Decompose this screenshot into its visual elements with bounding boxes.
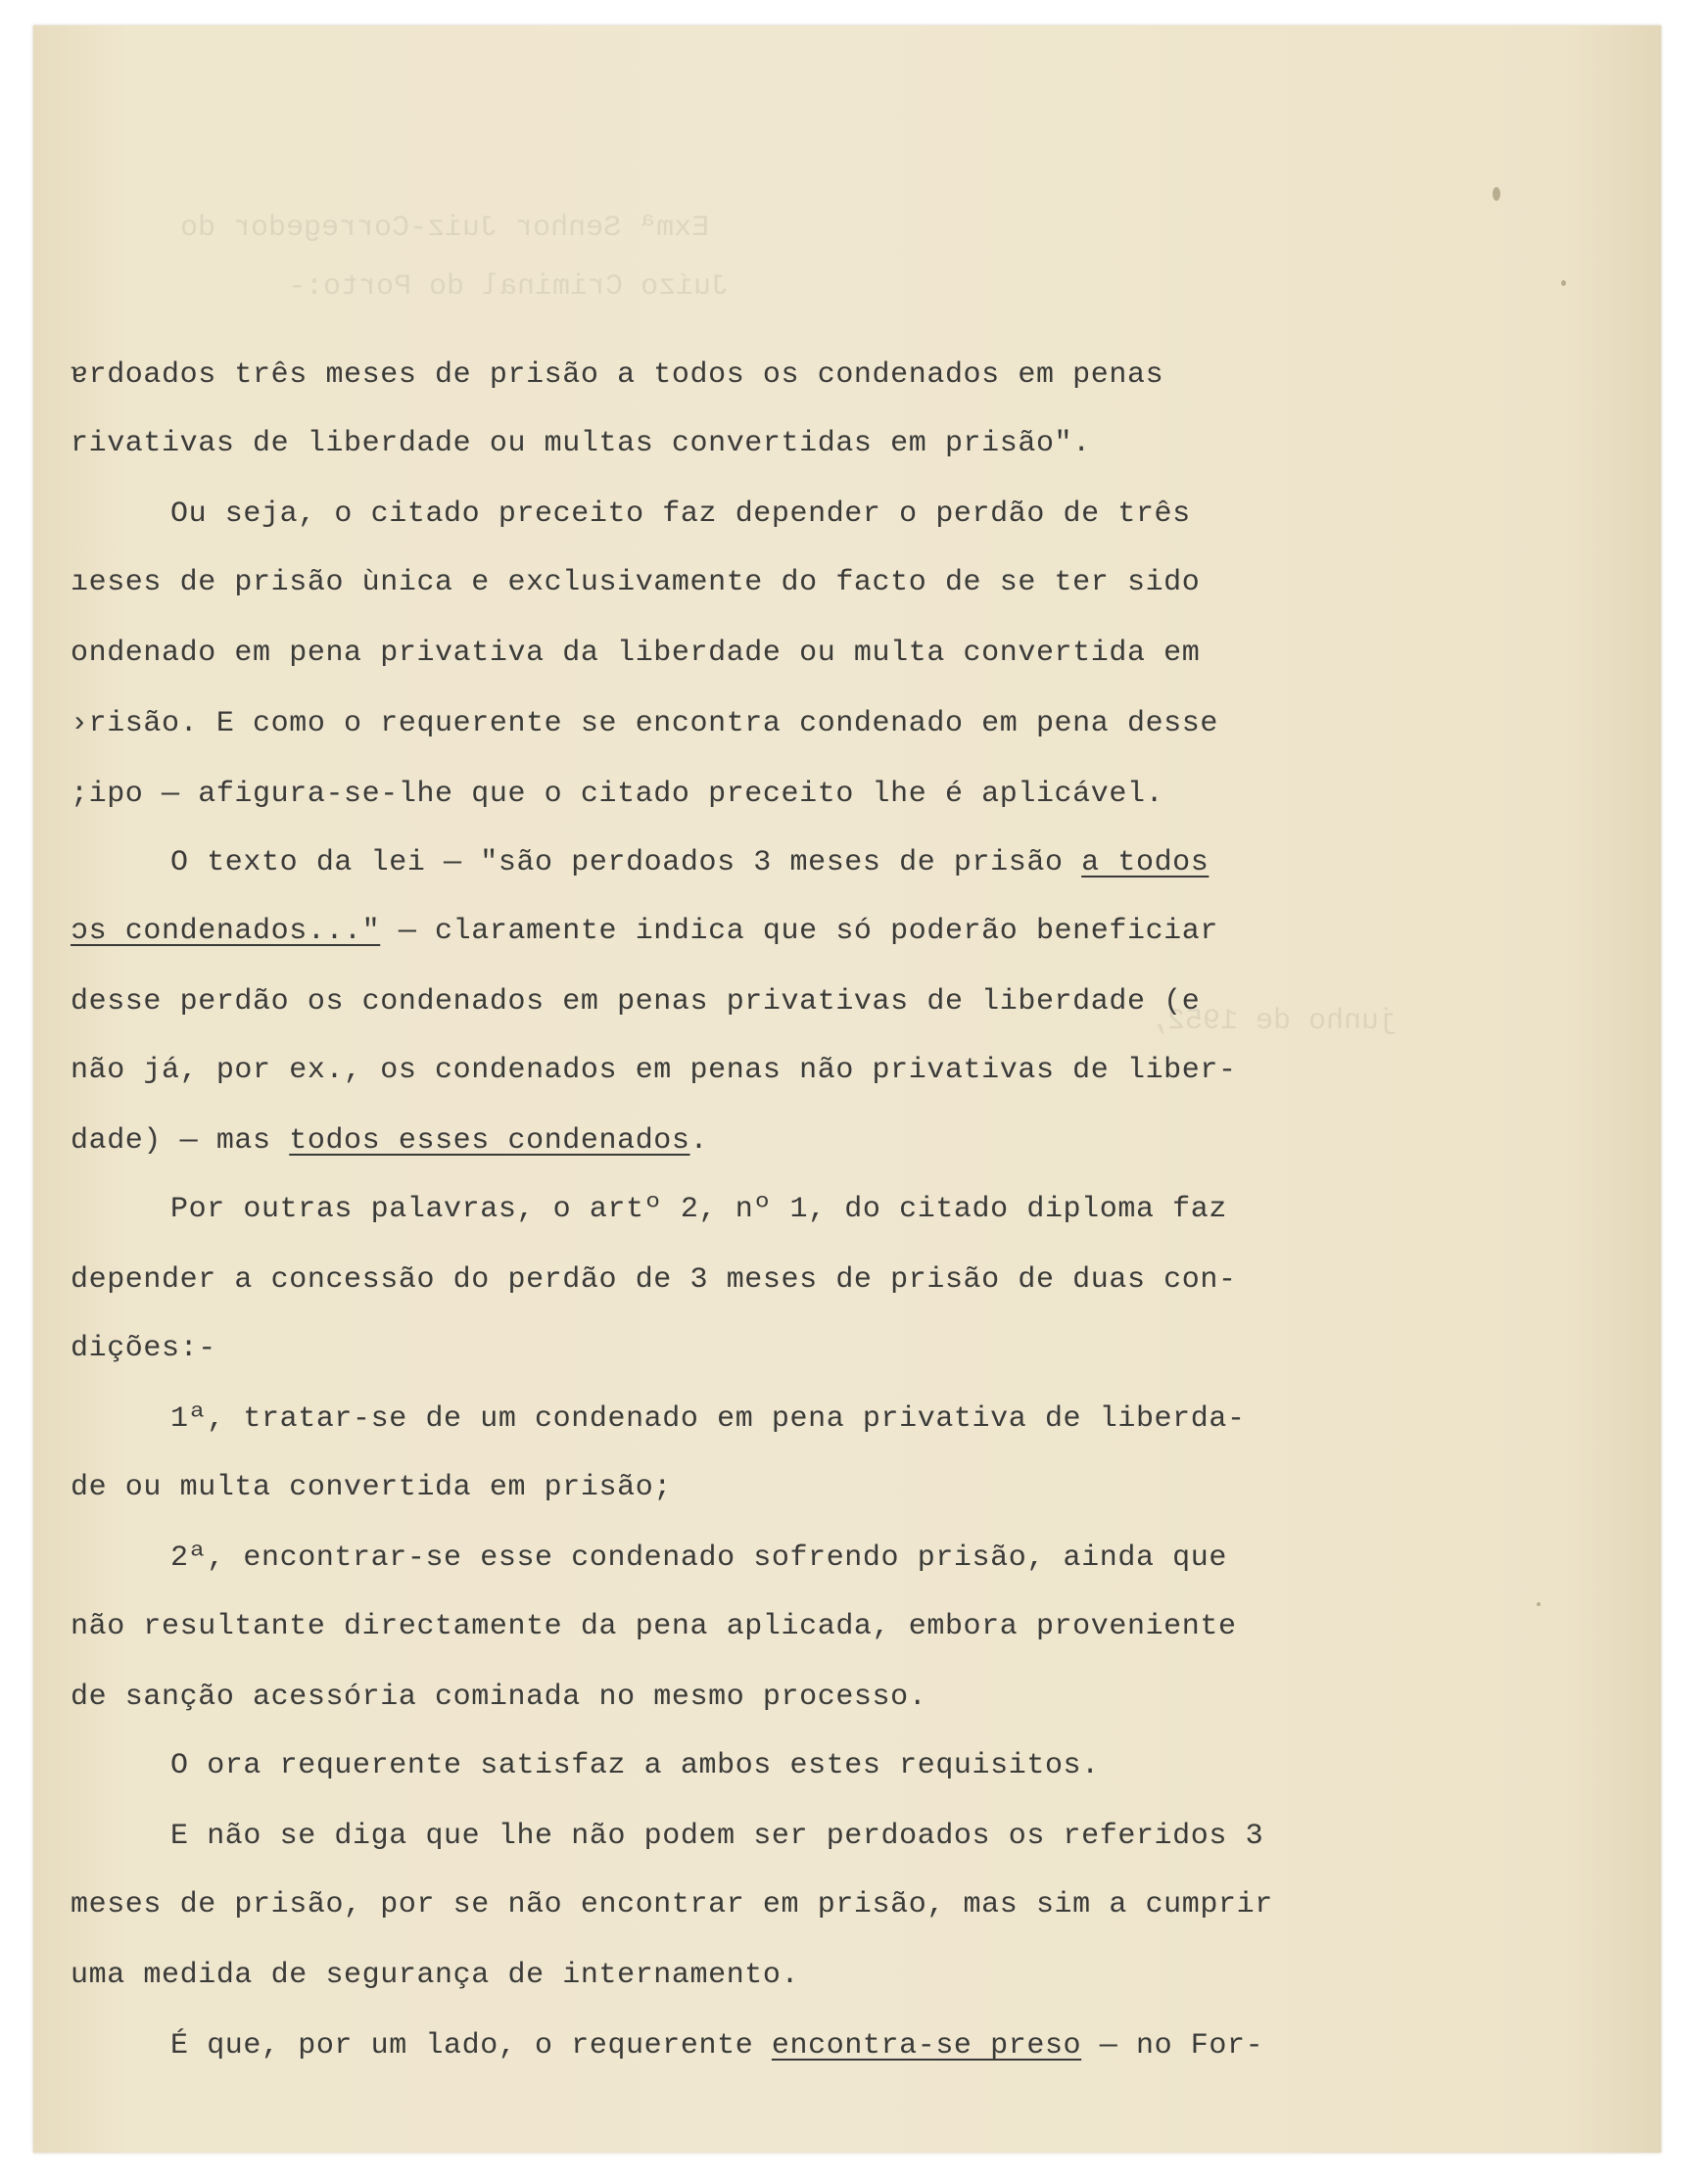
text-line: 2ª, encontrar-se esse condenado sofrendo prisão, ainda que (170, 1542, 1227, 1575)
text-segment: — claramente indica que só poderão beneficiar (380, 915, 1218, 948)
text-segment: dade) — mas (71, 1124, 290, 1158)
text-line: não resultante directamente da pena aplicada, embora proveniente (71, 1610, 1237, 1643)
text-line: O ora requerente satisfaz a ambos estes requisitos. (170, 1749, 1100, 1782)
text-line: 1ª, tratar-se de um condenado em pena privativa de liberda- (170, 1402, 1246, 1436)
underlined-phrase: encontra-se preso (771, 2029, 1082, 2063)
text-segment: É que, por um lado, o requerente (170, 2029, 772, 2063)
text-line: ;ipo — afigura-se-lhe que o citado preceito lhe é aplicável. (71, 778, 1164, 811)
bleed-through: Exmª Senhor Juiz-Corregedor do (180, 212, 710, 245)
paper-speck (1537, 1602, 1541, 1606)
text-line: não já, por ex., os condenados em penas não privativas de liber- (71, 1054, 1237, 1087)
text-line: Por outras palavras, o artº 2, nº 1, do citado diploma faz (170, 1193, 1227, 1226)
text-line: de sanção acessória cominada no mesmo processo. (71, 1681, 927, 1714)
bleed-through: Juízo Criminal do Porto:- (288, 270, 730, 304)
text-line: Ou seja, o citado preceito faz depender o perdão de três (170, 498, 1191, 531)
text-line: depender a concessão do perdão de 3 meses de prisão de duas con- (71, 1263, 1237, 1297)
text-line: ›risão. E como o requerente se encontra condenado em pena desse (71, 707, 1218, 740)
underlined-phrase: a todos (1081, 846, 1210, 879)
text-line (170, 2029, 1263, 2063)
text-line: ɐrdoados três meses de prisão a todos os condenados em penas (71, 358, 1164, 392)
document-page (33, 25, 1661, 2153)
text-line: ıeses de prisão ùnica e exclusivamente do facto de se ter sido (71, 566, 1201, 599)
text-line: de ou multa convertida em prisão; (71, 1471, 672, 1504)
underlined-phrase: ɔs condenados..." (71, 915, 381, 948)
text-line: rivativas de liberdade ou multas convertidas em prisão". (71, 427, 1091, 460)
text-line (71, 915, 1218, 948)
text-line: uma medida de segurança de internamento. (71, 1959, 800, 1992)
paper-speck (1561, 280, 1566, 286)
text-line (170, 846, 1209, 879)
text-line: dições:- (71, 1332, 216, 1365)
bleed-through: junho de 1952, (1150, 1005, 1398, 1038)
text-segment: . (689, 1124, 709, 1158)
text-segment: — no For- (1081, 2029, 1264, 2063)
underlined-phrase: todos esses condenados (289, 1124, 690, 1158)
text-line: E não se diga que lhe não podem ser perdoados os referidos 3 (170, 1820, 1264, 1853)
paper-speck (1493, 187, 1500, 201)
text-line: ondenado em pena privativa da liberdade ou multa convertida em (71, 637, 1201, 670)
text-segment: O texto da lei — "são perdoados 3 meses de prisão (170, 846, 1082, 879)
text-line: desse perdão os condenados em penas privativas de liberdade (e (71, 985, 1201, 1019)
text-line (71, 1124, 708, 1158)
text-line: meses de prisão, por se não encontrar em prisão, mas sim a cumprir (71, 1888, 1273, 1921)
